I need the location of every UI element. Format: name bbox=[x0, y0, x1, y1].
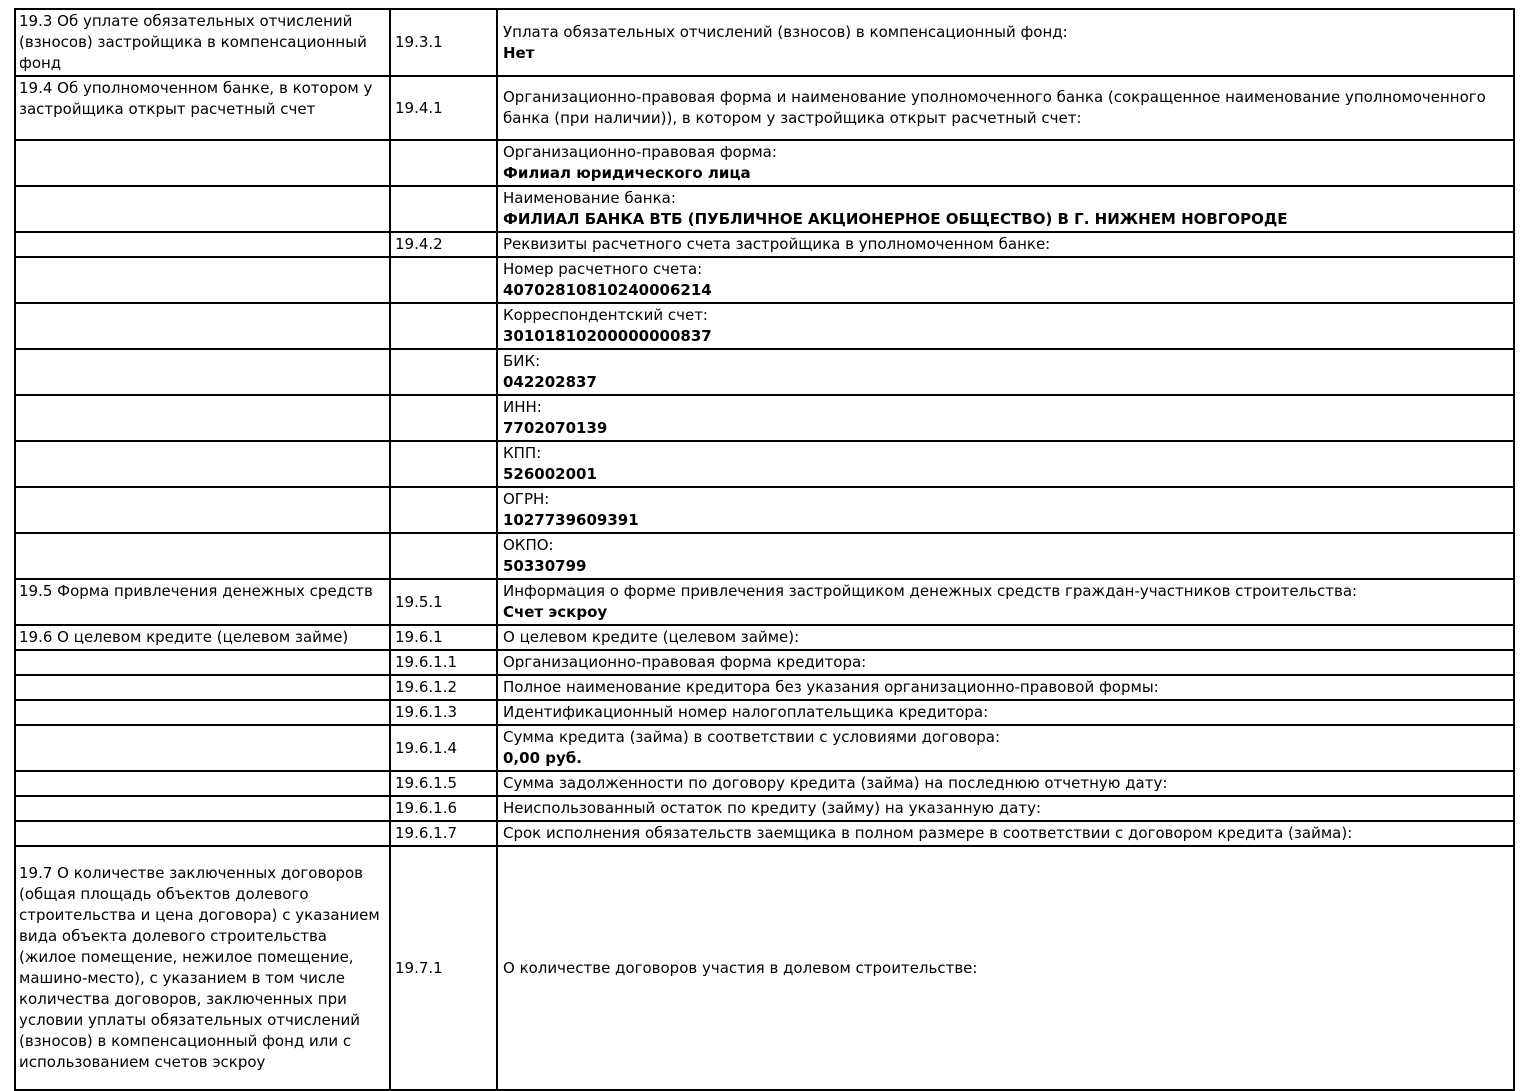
table-row bbox=[15, 257, 1514, 303]
content-label: Организационно-правовая форма кредитора: bbox=[503, 653, 867, 671]
content-cell bbox=[497, 441, 1514, 487]
content-value: ФИЛИАЛ БАНКА ВТБ (ПУБЛИЧНОЕ АКЦИОНЕРНОЕ ОБЩЕСТВО) В Г. НИЖНЕМ НОВГОРОДЕ bbox=[503, 210, 1288, 228]
section-cell bbox=[15, 533, 390, 579]
section-cell bbox=[15, 771, 390, 796]
table-row bbox=[15, 303, 1514, 349]
table-row bbox=[15, 487, 1514, 533]
code-cell: 19.7.1 bbox=[390, 846, 497, 1090]
code-cell bbox=[390, 349, 497, 395]
table-row bbox=[15, 76, 1514, 140]
section-cell bbox=[15, 349, 390, 395]
content-cell bbox=[497, 796, 1514, 821]
content-cell bbox=[497, 9, 1514, 76]
content-cell bbox=[497, 625, 1514, 650]
section-cell bbox=[15, 441, 390, 487]
code-cell: 19.6.1.3 bbox=[390, 700, 497, 725]
content-value: Филиал юридического лица bbox=[503, 164, 751, 182]
table-row bbox=[15, 533, 1514, 579]
code-cell bbox=[390, 257, 497, 303]
code-cell: 19.4.2 bbox=[390, 232, 497, 257]
code-cell bbox=[390, 441, 497, 487]
content-value: 7702070139 bbox=[503, 419, 608, 437]
section-cell bbox=[15, 303, 390, 349]
table-row bbox=[15, 650, 1514, 675]
section-cell bbox=[15, 700, 390, 725]
section-cell: 19.6 О целевом кредите (целевом займе) bbox=[15, 625, 390, 650]
section-cell bbox=[15, 186, 390, 232]
code-cell bbox=[390, 487, 497, 533]
table-row bbox=[15, 140, 1514, 186]
section-cell: 19.5 Форма привлечения денежных средств bbox=[15, 579, 390, 625]
content-label: КПП: bbox=[503, 444, 542, 462]
table-row bbox=[15, 725, 1514, 771]
content-label: Сумма задолженности по договору кредита (займа) на последнюю отчетную дату: bbox=[503, 774, 1168, 792]
content-value: Нет bbox=[503, 43, 535, 62]
content-label: Корреспондентский счет: bbox=[503, 306, 708, 324]
code-cell: 19.6.1.4 bbox=[390, 725, 497, 771]
content-label: Наименование банка: bbox=[503, 189, 676, 207]
content-label: Срок исполнения обязательств заемщика в полном размере в соответствии с договором кредита (займа): bbox=[503, 824, 1353, 842]
table-row bbox=[15, 395, 1514, 441]
content-cell bbox=[497, 533, 1514, 579]
content-label: О целевом кредите (целевом займе): bbox=[503, 628, 800, 646]
code-cell bbox=[390, 395, 497, 441]
section-cell bbox=[15, 725, 390, 771]
content-label: ИНН: bbox=[503, 398, 542, 416]
code-cell: 19.6.1.2 bbox=[390, 675, 497, 700]
code-cell bbox=[390, 303, 497, 349]
content-cell bbox=[497, 186, 1514, 232]
code-cell: 19.6.1 bbox=[390, 625, 497, 650]
code-cell: 19.3.1 bbox=[390, 9, 497, 76]
code-cell bbox=[390, 186, 497, 232]
declaration-table bbox=[14, 8, 1515, 1091]
table-body bbox=[15, 9, 1514, 1090]
content-value: 50330799 bbox=[503, 557, 587, 575]
table-row bbox=[15, 771, 1514, 796]
content-cell bbox=[497, 725, 1514, 771]
content-label: ОКПО: bbox=[503, 536, 554, 554]
content-cell bbox=[497, 579, 1514, 625]
section-cell bbox=[15, 675, 390, 700]
content-cell bbox=[497, 257, 1514, 303]
content-label: Сумма кредита (займа) в соответствии с условиями договора: bbox=[503, 728, 1001, 746]
table-row bbox=[15, 186, 1514, 232]
section-cell bbox=[15, 257, 390, 303]
content-label: БИК: bbox=[503, 352, 541, 370]
table-row bbox=[15, 700, 1514, 725]
content-cell bbox=[497, 349, 1514, 395]
content-cell bbox=[497, 650, 1514, 675]
section-cell: 19.4 Об уполномоченном банке, в котором у застройщика открыт расчетный счет bbox=[15, 76, 390, 140]
content-cell bbox=[497, 76, 1514, 140]
content-label: Идентификационный номер налогоплательщика кредитора: bbox=[503, 703, 989, 721]
content-label: Организационно-правовая форма: bbox=[503, 143, 777, 161]
content-cell bbox=[497, 771, 1514, 796]
content-cell bbox=[497, 846, 1514, 1090]
content-cell bbox=[497, 675, 1514, 700]
content-value: 1027739609391 bbox=[503, 511, 639, 529]
section-cell bbox=[15, 650, 390, 675]
table-row bbox=[15, 232, 1514, 257]
content-cell bbox=[497, 395, 1514, 441]
code-cell: 19.6.1.1 bbox=[390, 650, 497, 675]
content-label: ОГРН: bbox=[503, 490, 550, 508]
code-cell bbox=[390, 533, 497, 579]
content-label: Полное наименование кредитора без указания организационно-правовой формы: bbox=[503, 678, 1159, 696]
content-label: Неиспользованный остаток по кредиту (займу) на указанную дату: bbox=[503, 799, 1042, 817]
section-cell bbox=[15, 487, 390, 533]
table-row bbox=[15, 625, 1514, 650]
table-row bbox=[15, 9, 1514, 76]
table-row bbox=[15, 846, 1514, 1090]
section-cell bbox=[15, 140, 390, 186]
section-cell bbox=[15, 796, 390, 821]
section-cell: 19.3 Об уплате обязательных отчислений (взносов) застройщика в компенсационный фонд bbox=[15, 9, 390, 76]
content-value: 30101810200000000837 bbox=[503, 327, 712, 345]
content-label: О количестве договоров участия в долевом строительстве: bbox=[503, 958, 978, 977]
code-cell: 19.6.1.5 bbox=[390, 771, 497, 796]
section-cell: 19.7 О количестве заключенных договоров (общая площадь объектов долевого строительства и цена договора) с указанием вида объекта долевого строительства (жилое помещение, нежилое помещение, машино-место), с указанием в том числе количества договоров, заключенных при условии уплаты обязательных отчислений (взносов) в компенсационный фонд или с использованием счетов эскроу bbox=[15, 846, 390, 1090]
content-label: Реквизиты расчетного счета застройщика в уполномоченном банке: bbox=[503, 235, 1051, 253]
code-cell: 19.6.1.7 bbox=[390, 821, 497, 846]
content-label: Уплата обязательных отчислений (взносов) в компенсационный фонд: bbox=[503, 22, 1068, 41]
code-cell: 19.4.1 bbox=[390, 76, 497, 140]
code-cell bbox=[390, 140, 497, 186]
content-label: Информация о форме привлечения застройщиком денежных средств граждан-участников строительства: bbox=[503, 582, 1358, 600]
code-cell: 19.5.1 bbox=[390, 579, 497, 625]
table-row bbox=[15, 675, 1514, 700]
code-cell: 19.6.1.6 bbox=[390, 796, 497, 821]
content-cell bbox=[497, 303, 1514, 349]
content-value: 526002001 bbox=[503, 465, 597, 483]
content-value: 0,00 руб. bbox=[503, 749, 582, 767]
content-label: Номер расчетного счета: bbox=[503, 260, 703, 278]
content-cell bbox=[497, 232, 1514, 257]
content-value: 40702810810240006214 bbox=[503, 281, 712, 299]
table-row bbox=[15, 349, 1514, 395]
content-cell bbox=[497, 487, 1514, 533]
content-cell bbox=[497, 140, 1514, 186]
table-row bbox=[15, 579, 1514, 625]
section-cell bbox=[15, 395, 390, 441]
content-label: Организационно-правовая форма и наименование уполномоченного банка (сокращенное наименование уполномоченного банка (при наличии)), в котором у застройщика открыт расчетный счет: bbox=[503, 88, 1486, 127]
content-cell bbox=[497, 821, 1514, 846]
table-row bbox=[15, 441, 1514, 487]
content-cell bbox=[497, 700, 1514, 725]
table-row bbox=[15, 796, 1514, 821]
content-value: Счет эскроу bbox=[503, 603, 608, 621]
table-row bbox=[15, 821, 1514, 846]
section-cell bbox=[15, 821, 390, 846]
content-value: 042202837 bbox=[503, 373, 597, 391]
section-cell bbox=[15, 232, 390, 257]
